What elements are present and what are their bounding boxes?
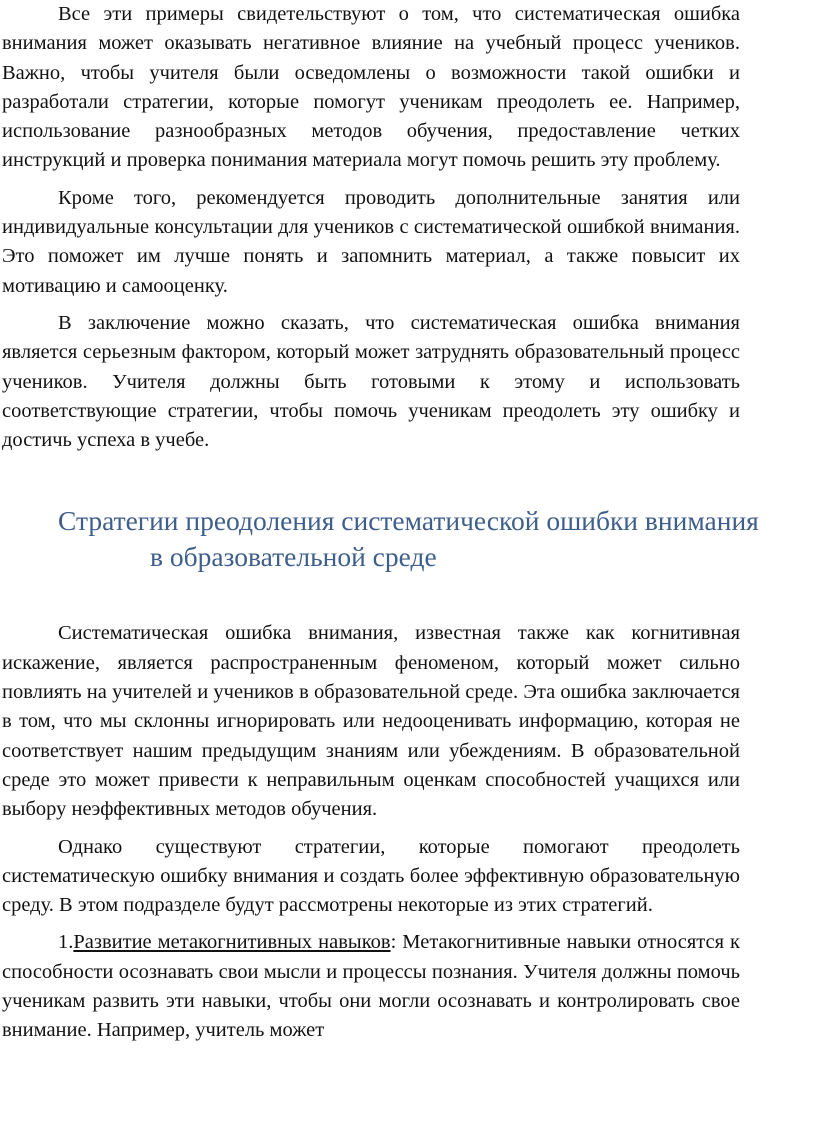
- section-heading-line-2: в образовательной среде: [150, 541, 437, 573]
- list-item-number: 1.: [58, 931, 74, 954]
- paragraph-strategies-intro: Однако существуют стратегии, которые помогают преодолеть систематическую ошибку внимания и создать более эффективную образовательную среду. В этом подразделе будут рассмотрены некоторые из этих стратегий.: [2, 835, 740, 917]
- paragraph-definition: Систематическая ошибка внимания, известная также как когнитивная искажение, является распространенным феноменом, который может сильно повлиять на учителей и учеников в образовательной среде. Эта ошибка заключается в том, что мы склонны игнорировать или недооценивать информацию, которая не соответствует нашим предыдущим знаниям или убеждениям. В образовательной среде это может привести к неправильным оценкам способностей учащихся или выбору неэффективных методов обучения.: [2, 622, 740, 821]
- list-item-separator: :: [390, 931, 397, 954]
- section-heading-line-1: Стратегии преодоления систематической ошибки внимания: [58, 505, 759, 537]
- section-heading: [2, 503, 800, 575]
- paragraph-final-conclusion: В заключение можно сказать, что систематическая ошибка внимания является серьезным фактором, который может затруднять образовательный процесс учеников. Учителя должны быть готовыми к этому и использовать соответствующие стратегии, чтобы помочь ученикам преодолеть эту ошибку и достичь успеха в учебе.: [2, 311, 740, 452]
- list-item-metacognitive: [2, 928, 740, 1045]
- paragraph-additional-lessons: Кроме того, рекомендуется проводить дополнительные занятия или индивидуальные консультации для учеников с систематической ошибкой внимания. Это поможет им лучше понять и запомнить материал, а также повысит их мотивацию и самооценку.: [2, 186, 740, 297]
- list-item-text: Метакогнитивные навыки относятся к способности осознавать свои мысли и процессы познания. Учителя должны помочь ученикам развить эти навыки, чтобы они могли осознавать и контролировать свое внимание. Например, учитель может: [2, 931, 740, 1042]
- paragraph-examples-conclusion: Все эти примеры свидетельствуют о том, что систематическая ошибка внимания может оказывать негативное влияние на учебный процесс учеников. Важно, чтобы учителя были осведомлены о возможности такой ошибки и разработали стратегии, которые помогут ученикам преодолеть ее. Например, использование разнообразных методов обучения, предоставление четких инструкций и проверка понимания материала могут помочь решить эту проблему.: [2, 3, 740, 172]
- list-item-title: Развитие метакогнитивных навыков: [73, 931, 391, 954]
